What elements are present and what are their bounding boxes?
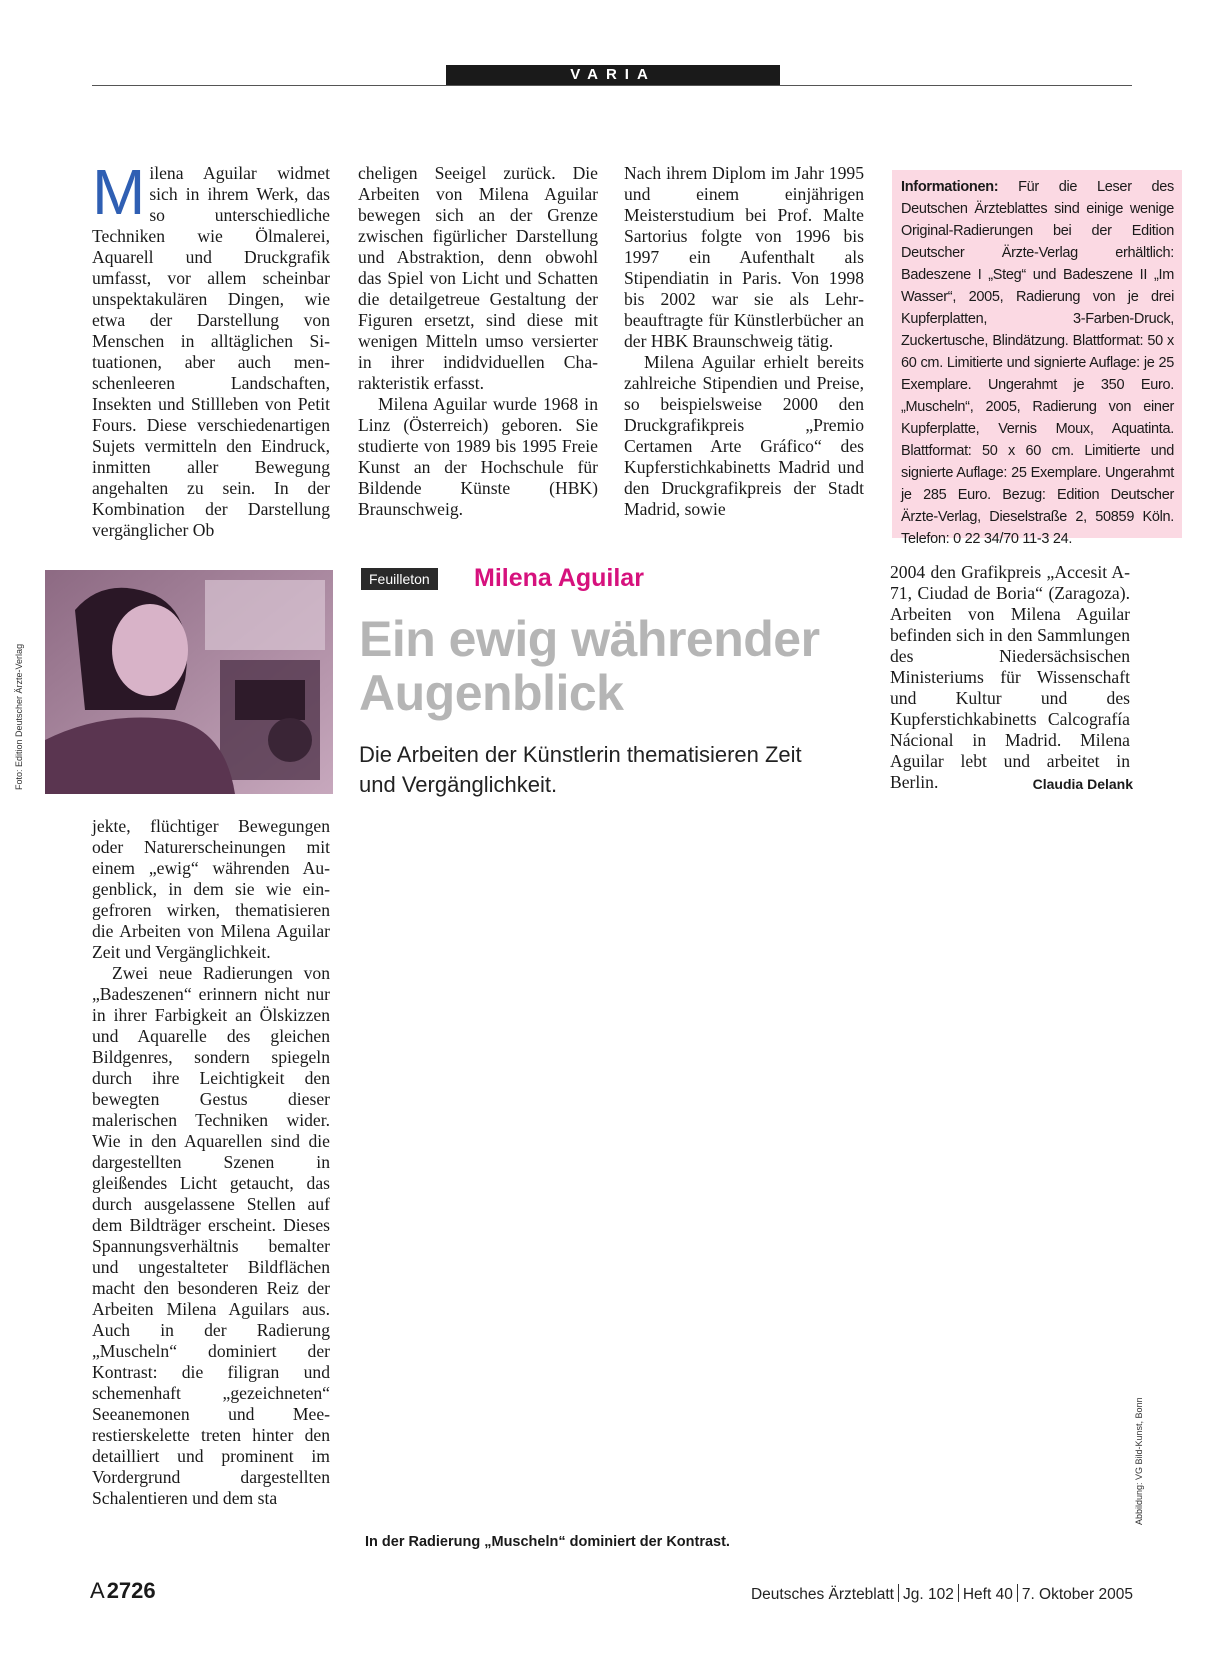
artist-portrait-illustration xyxy=(45,570,333,794)
info-box-heading: Informationen: xyxy=(901,179,999,195)
article-paragraph: Nach ihrem Diplom im Jahr 1995 und einem einjährigen Meisterstudium bei Prof. Malte Sartorius folgte von 1996 bis 1997 ein Aufenthalt als Stipendiatin in Paris. Von 1998 bis 2002 war sie als Lehrbeauftragte für Künstlerbücher an der HBK Braunschweig tätig. xyxy=(624,163,864,351)
journal-name: Deutsches Ärzteblatt xyxy=(750,1586,894,1603)
journal-volume: Jg. 102 xyxy=(902,1586,954,1603)
author-name: Claudia Delank xyxy=(1032,776,1133,792)
article-column-4 xyxy=(890,562,1130,793)
header-rule xyxy=(92,85,1132,86)
image-caption: In der Radierung „Muscheln“ dominiert der Kontrast. xyxy=(365,1534,730,1550)
article-paragraph: Milena Aguilar erhielt bereits zahlreiche Stipendien und Preise, so beispielsweise 2000 den Druckgrafikpreis „Premio Certamen Arte Gráfico“ des Kupferstichkabinetts Madrid und den Druckgrafikpreis der Stadt Madrid, sowie xyxy=(624,352,864,519)
article-paragraph: jekte, flüchtiger Bewegungen oder Naturerscheinungen mit einem „ewig“ währenden Augenblick, in dem sie wie eingefroren wirken, thematisieren die Arbeiten von Milena Aguilar Zeit und Vergänglichkeit. xyxy=(92,816,330,962)
journal-issue: Heft 40 xyxy=(962,1586,1013,1603)
section-label: VARIA xyxy=(446,65,780,85)
subheadline: Die Arbeiten der Künstlerin thematisieren Zeit und Vergänglichkeit. xyxy=(359,742,802,797)
category-tag: Feuilleton xyxy=(361,568,438,590)
artist-photo xyxy=(45,570,333,794)
footer-separator xyxy=(1017,1584,1018,1602)
image-credit: Abbildung: VG Bild-Kunst, Bonn xyxy=(1134,1397,1144,1525)
article-paragraph: cheligen Seeigel zurück. Die Arbeiten von Milena Aguilar bewegen sich an der Grenze zwischen figürlicher Darstellung und Abstraktion, denn obwohl das Spiel von Licht und Schatten die detailgetreue Gestaltung der Figuren ersetzt, sind diese mit wenigen Mitteln umso versierter in ihrer indidviduellen Charakteristik erfasst. xyxy=(358,163,598,393)
photo-credit: Foto: Edition Deutscher Ärzte-Verlag xyxy=(14,643,24,790)
article-paragraph: 2004 den Grafikpreis „Accesit A-71, Ciudad de Boria“ (Zaragoza). Arbeiten von Milena Aguilar befinden sich in den Sammlungen des Niedersächsischen Ministeriums für Wissenschaft und Kultur und des Kupferstichkabinetts Calcografía Nácional in Madrid. Milena Aguilar lebt und arbeitet in Berlin. xyxy=(890,562,1130,792)
journal-date: 7. Oktober 2005 xyxy=(1021,1586,1133,1603)
headline-line: Augenblick xyxy=(359,665,624,721)
footer-separator xyxy=(898,1584,899,1602)
article-column-1-top xyxy=(92,156,330,541)
article-paragraph: Zwei neue Radierungen von „Badeszenen“ erinnern nicht nur in ihrer Farbigkeit an Ölskizzen und Aquarelle des gleichen Bildgenres, sondern spiegeln durch ihre Leichtigkeit den bewegten Gestus dieser malerischen Techniken wider. Wie in den Aquarellen sind die dargestellten Szenen in gleißendes Licht getaucht, das durch ausgelassene Stellen auf dem Bildträger erscheint. Dieses Spannungsverhältnis bemalter und ungestalteter Bildflächen macht den besonderen Reiz der Arbeiten Milena Aguilars aus. Auch in der Radierung „Muscheln“ dominiert der Kontrast: die filigran und schemenhaft „gezeichneten“ Seeanemonen und Meerestierskelette treten hinter den detailliert und prominent im Vordergrund dargestellten Schalentieren und dem sta xyxy=(92,963,330,1508)
info-box-text: Für die Leser des Deutschen Ärzteblattes sind einige wenige Original-Radierungen bei der Edition Deutscher Ärzte-Verlag erhältlich: Badeszene I „Steg“ und Badeszene II „Im Wasser“, 2005, Radierung von je drei Kupferplatten, 3-Farben-Druck, Zuckertusche, Blindätzung. Blattformat: 50 x 60 cm. Limitierte und signierte Auflage: je 25 Exemplare. Ungerahmt je 350 Euro. „Muscheln“, 2005, Radierung von einer Kupferplatte, Vernis Moux, Aquatinta. Blattformat: 50 x 60 cm. Limitierte und signierte Auflage: 25 Exemplare. Ungerahmt je 285 Euro. Bezug: Edition Deutscher Ärzte-Verlag, Dieselstraße 2, 50859 Köln. Telefon: 0 22 34/70 11-3 24. xyxy=(901,179,1174,547)
headline-line: Ein ewig währender xyxy=(359,611,820,667)
kicker: Milena Aguilar xyxy=(474,564,644,592)
page-prefix: A xyxy=(90,1578,105,1603)
info-box xyxy=(892,170,1182,547)
page-number xyxy=(90,1578,156,1604)
article-column-1-bottom xyxy=(92,816,330,1509)
article-column-3-top xyxy=(624,163,864,520)
headline xyxy=(359,612,879,720)
article-text: ilena Aguilar widmet sich in ihrem Werk, das so unterschiedliche Techniken wie Ölmalerei, Aquarell und Druckgrafik umfasst, vor allem scheinbar unspektakulären Dingen, wie etwa der Darstellung von Menschen in alltäglichen Situationen, aber auch menschenleeren Landschaften, Insekten und Stillleben von Petit Fours. Diese verschiedenartigen Sujets vermitteln den Eindruck, inmitten aller Bewegung angehalten zu sein. In der Kombination der Darstellung vergänglicher Ob xyxy=(92,163,330,540)
article-column-2-top xyxy=(358,163,598,520)
footer-separator xyxy=(958,1584,959,1602)
drop-cap: M xyxy=(92,156,146,228)
article-paragraph: Milena Aguilar wurde 1968 in Linz (Österreich) geboren. Sie studierte von 1989 bis 1995 Freie Kunst an der Hochschule für Bildende Künste (HBK) Braunschweig. xyxy=(358,394,598,519)
page-number-value: 2726 xyxy=(106,1578,156,1603)
footer-citation xyxy=(751,1584,1133,1604)
